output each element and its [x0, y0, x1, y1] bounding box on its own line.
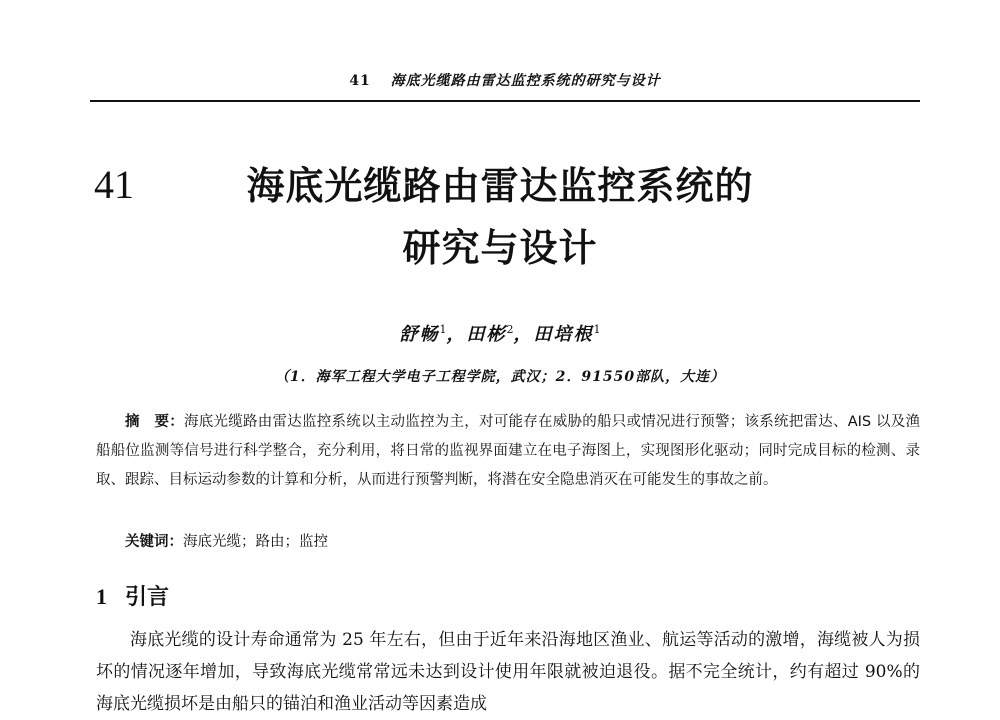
running-header-title: 海底光缆路由雷达监控系统的研究与设计 [390, 73, 661, 89]
paper-title [200, 155, 800, 279]
affiliation: （1．海军工程大学电子工程学院，武汉；2．91550部队，大连） [274, 369, 726, 385]
abstract-label: 摘 要： [125, 414, 184, 430]
running-header [90, 70, 920, 90]
keywords-label: 关键词： [125, 534, 183, 550]
author-separator: ， [446, 324, 467, 345]
author-name: 田彬 [466, 324, 507, 345]
title-line-1: 海底光缆路由雷达监控系统的 [246, 163, 754, 208]
author-name: 舒畅 [399, 324, 440, 345]
author-name: 田培根 [533, 324, 594, 345]
section-number: 1 [96, 584, 107, 609]
header-rule [90, 100, 920, 102]
running-header-number: 41 [349, 73, 371, 89]
body-paragraph: 海底光缆的设计寿命通常为 25 年左右，但由于近年来沿海地区渔业、航运等活动的激增，海缆被人为损坏的情况逐年增加，导致海底光缆常常远未达到设计使用年限就被迫退役。据不完全统计，约有超过 90%的海底光缆损坏是由船只的锚泊和渔业活动等因素造成 [96, 630, 920, 714]
author-affiliation-mark: 1 [439, 323, 447, 336]
keywords-text: 海底光缆；路由；监控 [183, 534, 328, 550]
keywords [96, 530, 920, 551]
author-separator: ， [513, 324, 534, 345]
title-line-2: 研究与设计 [402, 225, 598, 270]
abstract [96, 408, 920, 495]
author-list [200, 320, 800, 346]
chapter-number: 41 [94, 162, 134, 207]
author-affiliation-mark: 2 [506, 323, 514, 336]
section-title: 引言 [125, 584, 170, 610]
section-heading [96, 580, 169, 611]
abstract-text: 海底光缆路由雷达监控系统以主动监控为主，对可能存在威胁的船只或情况进行预警；该系统把雷达、AIS 以及渔船船位监测等信号进行科学整合，充分利用，将日常的监视界面建立在电子海图上，实现图形化驱动；同时完成目标的检测、录取、跟踪、目标运动参数的计算和分析，从而进行预警判断，将潜在安全隐患消灭在可能发生的事故之前。 [96, 414, 920, 488]
author-affiliation-mark: 1 [593, 323, 601, 336]
